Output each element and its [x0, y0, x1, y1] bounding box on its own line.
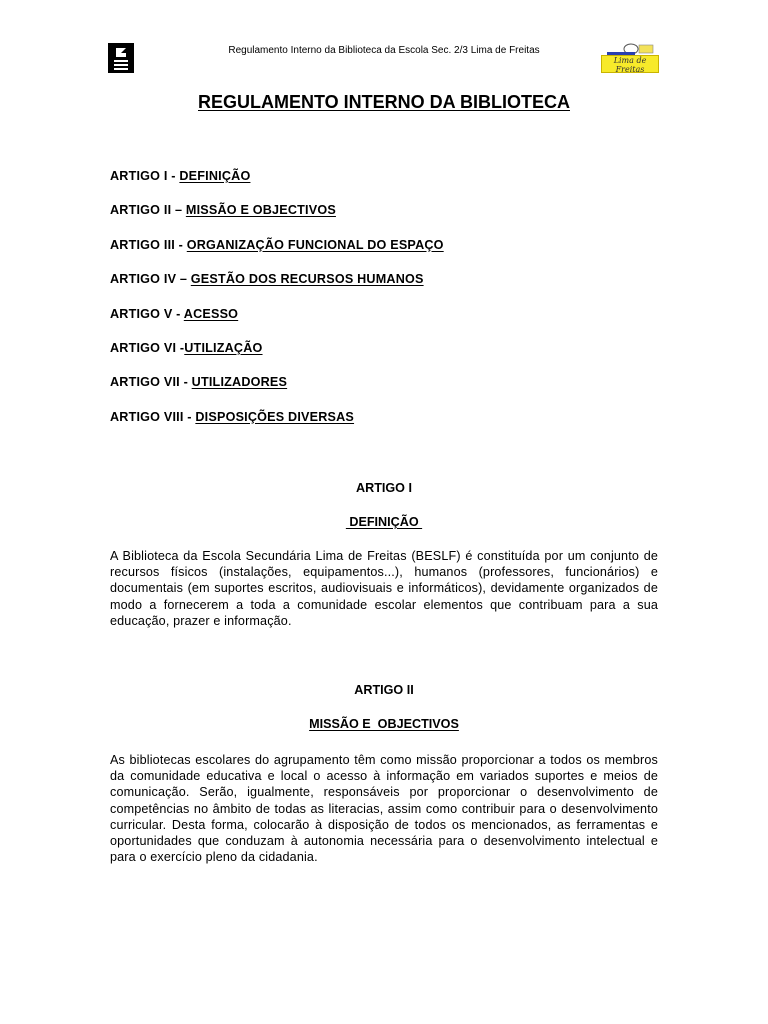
- article-2-label: ARTIGO II: [354, 683, 414, 697]
- table-of-contents: [110, 169, 444, 444]
- school-logo-left: [108, 43, 134, 73]
- toc-item: ARTIGO III - ORGANIZAÇÃO FUNCIONAL DO ESPAÇO: [110, 237, 444, 252]
- toc-item: ARTIGO I - DEFINIÇÃO: [110, 169, 251, 183]
- toc-item: ARTIGO VIII - DISPOSIÇÕES DIVERSAS: [110, 409, 355, 424]
- running-header: Regulamento Interno da Biblioteca da Escola Sec. 2/3 Lima de Freitas: [228, 45, 540, 56]
- school-logo-right: [601, 42, 659, 74]
- toc-item: ARTIGO V - ACESSO: [110, 306, 239, 321]
- article-1-title: DEFINIÇÃO: [345, 515, 423, 529]
- logo-signature: Lima de Freitas: [613, 56, 647, 74]
- article-2-body: As bibliotecas escolares do agrupamento têm como missão proporcionar a todos os membros da comunidade educativa e local o acesso à informação em variados suportes e meios de comunicação. Serão, igualmente, responsáveis por proporcionar o desenvolvimento de competências no âmbito de todas as literacias, assim como contribuir para o desenvolvimento curricular. Desta forma, colocarão à disposição de todos os mencionados, as ferramentas e oportunidades que conduzam à autonomia necessária para o desenvolvimento intelectual e para o exercício pleno da cidadania.: [110, 753, 658, 865]
- toc-item: ARTIGO II – MISSÃO E OBJECTIVOS: [110, 203, 336, 218]
- document-title: REGULAMENTO INTERNO DA BIBLIOTECA: [198, 92, 570, 112]
- toc-item: ARTIGO VI -UTILIZAÇÃO: [110, 340, 263, 355]
- toc-item: ARTIGO VII - UTILIZADORES: [110, 375, 288, 390]
- article-1-label: ARTIGO I: [356, 481, 412, 495]
- article-2-title: MISSÃO E OBJECTIVOS: [309, 717, 459, 731]
- article-1-body: A Biblioteca da Escola Secundária Lima de Freitas (BESLF) é constituída por um conjunto de recursos físicos (instalações, equipamentos...), humanos (professores, funcionários) e documentais (em suportes escritos, audiovisuais e informáticos), devidamente organizados de modo a fornecerem a toda a comunidade escolar elementos que contribuam para a sua educação, prazer e informação.: [110, 549, 658, 628]
- toc-item: ARTIGO IV – GESTÃO DOS RECURSOS HUMANOS: [110, 272, 424, 287]
